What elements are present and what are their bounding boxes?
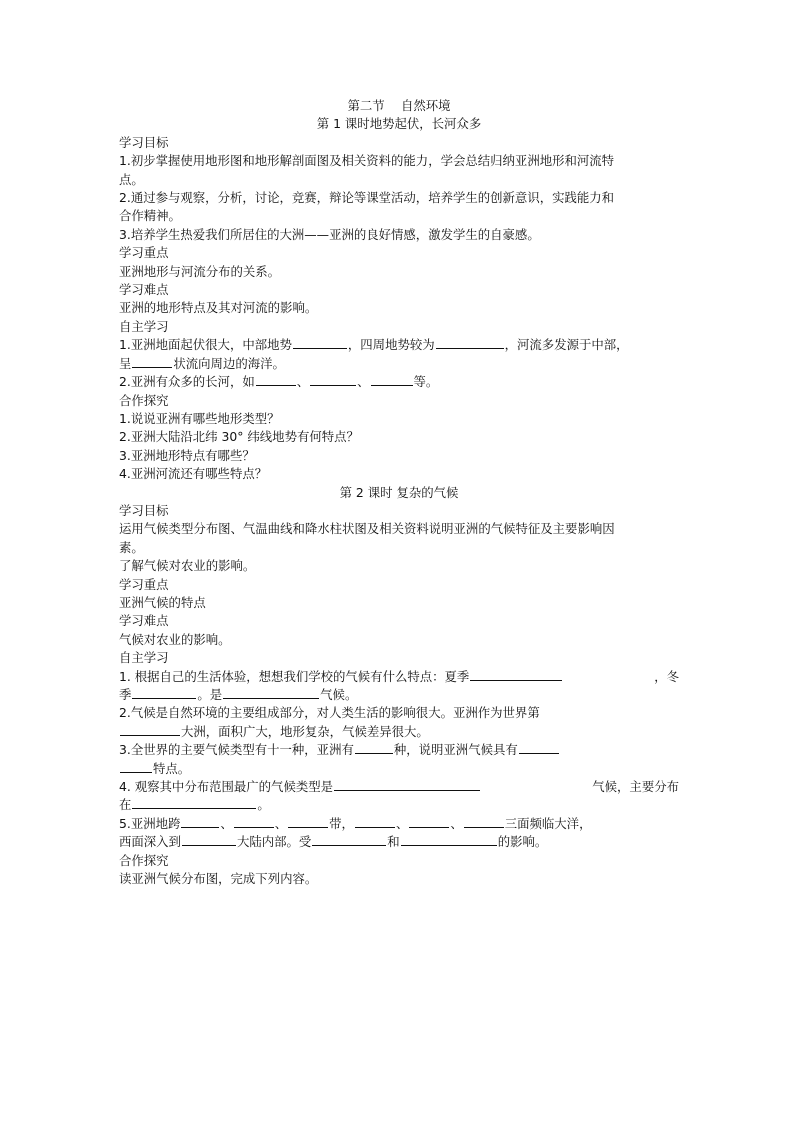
lesson2-q5 <box>119 815 679 833</box>
lesson2-q2-cont <box>119 723 679 741</box>
text: 、 <box>220 815 233 831</box>
blank-field[interactable] <box>409 815 449 828</box>
lesson1-goal-2a: 2.通过参与观察，分析，讨论，竞赛，辩论等课堂活动，培养学生的创新意识，实践能力和 <box>119 190 615 206</box>
text: 和 <box>387 834 400 850</box>
lesson2-q2: 2.气候是自然环境的主要组成部分，对人类生活的影响很大。亚洲作为世界第 <box>119 705 540 721</box>
lesson1-self-q2 <box>119 373 679 391</box>
lesson1-goal-heading: 学习目标 <box>119 134 169 150</box>
text: 状流向周边的海洋。 <box>173 355 285 371</box>
text: 3.全世界的主要气候类型有十一种，亚洲有 <box>119 742 354 758</box>
lesson1-goal-3: 3.培养学生热爱我们所居住的大洲——亚洲的良好情感，激发学生的自豪感。 <box>119 226 540 242</box>
lesson2-q1 <box>119 668 679 686</box>
worksheet <box>119 97 679 888</box>
blank-field[interactable] <box>371 373 413 386</box>
lesson1-self-study-heading: 自主学习 <box>119 318 169 334</box>
lesson1-coop-q1: 1.说说亚洲有哪些地形类型？ <box>119 410 280 426</box>
lesson1-coop-heading: 合作探究 <box>119 392 169 408</box>
text: ，河流多发源于中部， <box>504 337 629 353</box>
text: 、 <box>274 815 288 831</box>
blank-field[interactable] <box>312 833 386 846</box>
lesson1-key-text: 亚洲地形与河流分布的关系。 <box>119 263 281 279</box>
text: 大陆内部。受 <box>236 834 312 850</box>
text: 特点。 <box>153 760 191 776</box>
text: 。 <box>257 797 270 813</box>
blank-field[interactable] <box>181 815 219 828</box>
lesson2-difficulty-text: 气候对农业的影响。 <box>119 631 231 647</box>
lesson2-coop-text: 读亚洲气候分布图，完成下列内容。 <box>119 871 318 887</box>
text: 1. 根据自己的生活体验，想想我们学校的气候有什么特点：夏季 <box>119 668 470 684</box>
text: 。是 <box>197 687 223 702</box>
lesson1-difficulty-heading: 学习难点 <box>119 282 169 298</box>
lesson2-goal-2: 了解气候对农业的影响。 <box>119 558 256 574</box>
text: 、 <box>296 374 310 390</box>
text: 在 <box>119 797 132 813</box>
lesson2-q1-cont <box>119 686 679 704</box>
text: 西面深入到 <box>119 834 181 850</box>
blank-field[interactable] <box>436 336 504 349</box>
lesson1-goal-2b: 合作精神。 <box>119 208 181 224</box>
lesson2-key-text: 亚洲气候的特点 <box>119 594 206 610</box>
blank-field[interactable] <box>132 796 256 809</box>
text: 气候，主要分布 <box>592 779 679 795</box>
lesson2-q4-cont <box>119 796 679 814</box>
lesson1-coop-q2: 2.亚洲大陆沿北纬 30° 纬线地势有何特点？ <box>119 429 359 445</box>
blank-field[interactable] <box>310 373 356 386</box>
section-title: 第二节 自然环境 <box>347 98 451 113</box>
text: 2.亚洲有众多的长河，如 <box>119 374 255 390</box>
blank-field[interactable] <box>470 668 562 681</box>
text: 、 <box>357 374 370 390</box>
text: ，冬 <box>654 668 679 684</box>
blank-field[interactable] <box>132 686 196 699</box>
text: 、 <box>395 815 409 831</box>
lesson1-subtitle: 第 1 课时地势起伏，长河众多 <box>316 116 482 132</box>
text: 、 <box>450 815 463 831</box>
lesson2-goal-heading: 学习目标 <box>119 502 169 518</box>
blank-field[interactable] <box>256 373 296 386</box>
blank-field[interactable] <box>355 815 395 828</box>
lesson1-goal-1a: 1.初步掌握使用地形图和地形解剖面图及相关资料的能力，学会总结归纳亚洲地形和河流特 <box>119 153 615 169</box>
lesson1-coop-q4: 4.亚洲河流还有哪些特点？ <box>119 466 268 482</box>
blank-field[interactable] <box>288 815 328 828</box>
text: 气候。 <box>320 687 358 702</box>
blank-field[interactable] <box>519 741 559 754</box>
lesson1-self-q1 <box>119 336 679 354</box>
lesson2-goal-1b: 素。 <box>119 539 144 555</box>
lesson2-subtitle: 第 2 课时 复杂的气候 <box>339 484 459 500</box>
text: 种，说明亚洲气候具有 <box>393 742 518 758</box>
lesson2-key-heading: 学习重点 <box>119 576 169 592</box>
text: 4. 观察其中分布范围最广的气候类型是 <box>119 779 334 795</box>
text: ，四周地势较为 <box>347 337 435 353</box>
blank-field[interactable] <box>223 686 319 699</box>
blank-field[interactable] <box>334 778 480 791</box>
lesson1-self-q1-cont <box>119 355 679 373</box>
blank-field[interactable] <box>120 760 152 773</box>
lesson1-key-heading: 学习重点 <box>119 245 169 261</box>
text: 带， <box>329 815 354 831</box>
lesson2-self-study-heading: 自主学习 <box>119 650 169 666</box>
lesson2-q4 <box>119 778 679 796</box>
text: 1.亚洲地面起伏很大，中部地势 <box>119 337 292 353</box>
text: 大洲，面积广大，地形复杂，气候差异很大。 <box>181 723 429 739</box>
lesson1-goal-1b: 点。 <box>119 171 144 187</box>
lesson2-q3 <box>119 741 679 759</box>
blank-field[interactable] <box>234 815 274 828</box>
text: 的影响。 <box>497 834 548 850</box>
lesson2-difficulty-heading: 学习难点 <box>119 613 169 629</box>
text: 5.亚洲地跨 <box>119 815 181 831</box>
blank-field[interactable] <box>132 355 172 368</box>
lesson1-difficulty-text: 亚洲的地形特点及其对河流的影响。 <box>119 300 318 316</box>
text: 季 <box>119 687 132 702</box>
blank-field[interactable] <box>293 336 347 349</box>
text: 呈 <box>119 355 132 371</box>
lesson2-coop-heading: 合作探究 <box>119 852 169 868</box>
lesson2-goal-1a: 运用气候类型分布图、气温曲线和降水柱状图及相关资料说明亚洲的气候特征及主要影响因 <box>119 521 615 537</box>
text: 三面频临大洋， <box>504 815 592 831</box>
lesson1-coop-q3: 3.亚洲地形特点有哪些？ <box>119 447 255 463</box>
blank-field[interactable] <box>355 741 393 754</box>
blank-field[interactable] <box>120 723 180 736</box>
blank-field[interactable] <box>182 833 236 846</box>
blank-field[interactable] <box>464 815 504 828</box>
blank-field[interactable] <box>401 833 497 846</box>
lesson2-q3-cont <box>119 760 679 778</box>
text: 等。 <box>413 374 439 390</box>
lesson2-q5-cont <box>119 833 679 851</box>
